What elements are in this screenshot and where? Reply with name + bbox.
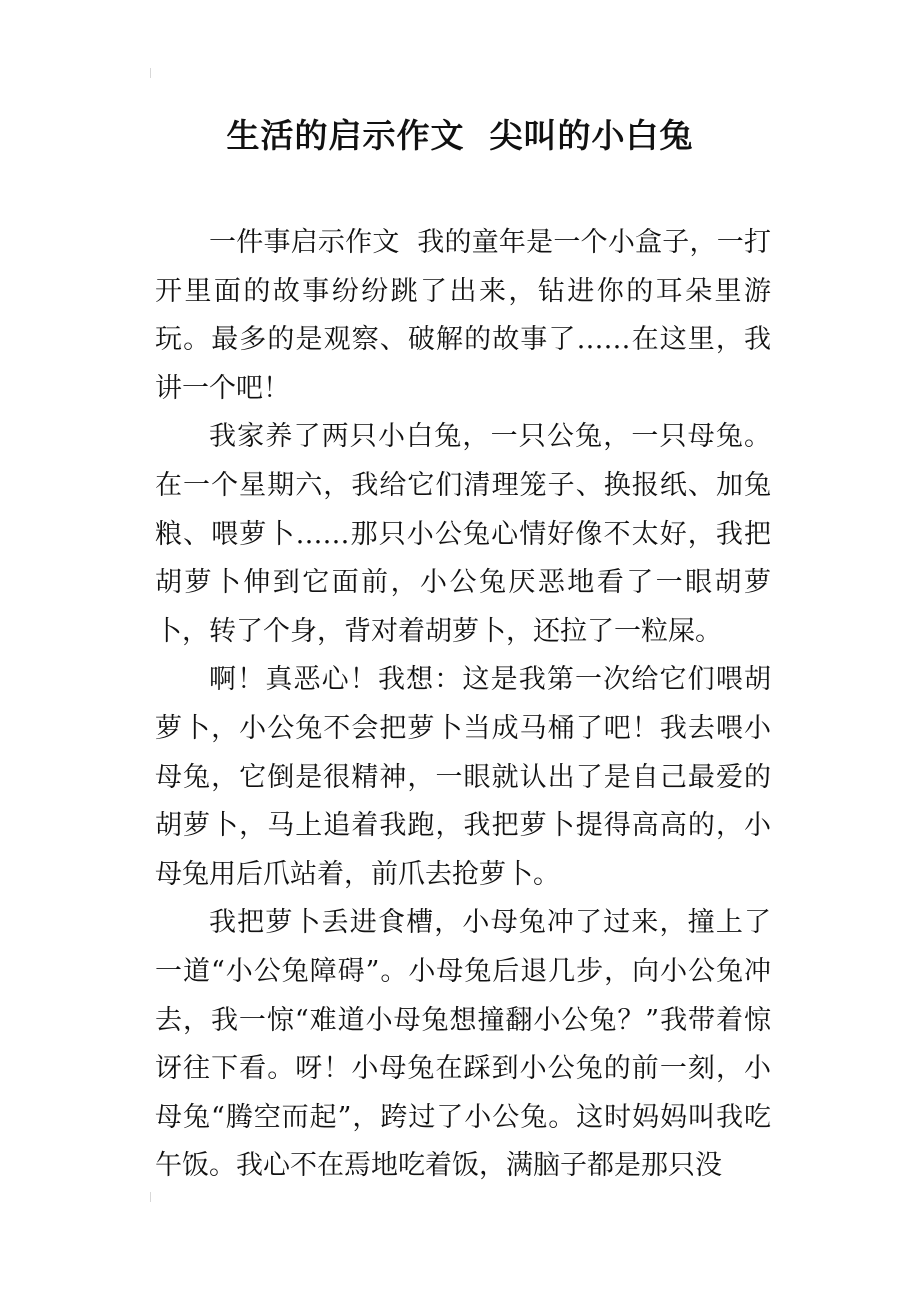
paragraph: 啊！真恶心！我想：这是我第一次给它们喂胡萝卜，小公兔不会把萝卜当成马桶了吧！我去喂小母兔，它倒是很精神，一眼就认出了是自己最爱的胡萝卜，马上追着我跑，我把萝卜提得高高的，小母兔用后爪站着，前爪去抢萝卜。 bbox=[155, 664, 771, 890]
document-body bbox=[155, 219, 771, 1191]
paragraph: 我家养了两只小白兔，一只公兔，一只母兔。在一个星期六，我给它们清理笼子、换报纸、加兔粮、喂萝卜……那只小公兔心情好像不太好，我把胡萝卜伸到它面前，小公兔厌恶地看了一眼胡萝卜，转了个身，背对着胡萝卜，还拉了一粒屎。 bbox=[155, 421, 771, 647]
page-corner-mark-bottom bbox=[150, 1192, 157, 1202]
page-corner-mark-top bbox=[150, 68, 157, 78]
paragraph: 一件事启示作文 我的童年是一个小盒子，一打开里面的故事纷纷跳了出来，钻进你的耳朵里游玩。最多的是观察、破解的故事了……在这里，我讲一个吧！ bbox=[155, 227, 771, 404]
document-title: 生活的启示作文 尖叫的小白兔 bbox=[226, 116, 694, 155]
paragraph: 我把萝卜丢进食槽，小母兔冲了过来，撞上了一道“小公兔障碍”。小母兔后退几步，向小公兔冲去，我一惊“难道小母兔想撞翻小公兔？”我带着惊讶往下看。呀！小母兔在踩到小公兔的前一刻，小母兔“腾空而起”，跨过了小公兔。这时妈妈叫我吃午饭。我心不在焉地吃着饭，满脑子都是那只没 bbox=[155, 907, 771, 1182]
